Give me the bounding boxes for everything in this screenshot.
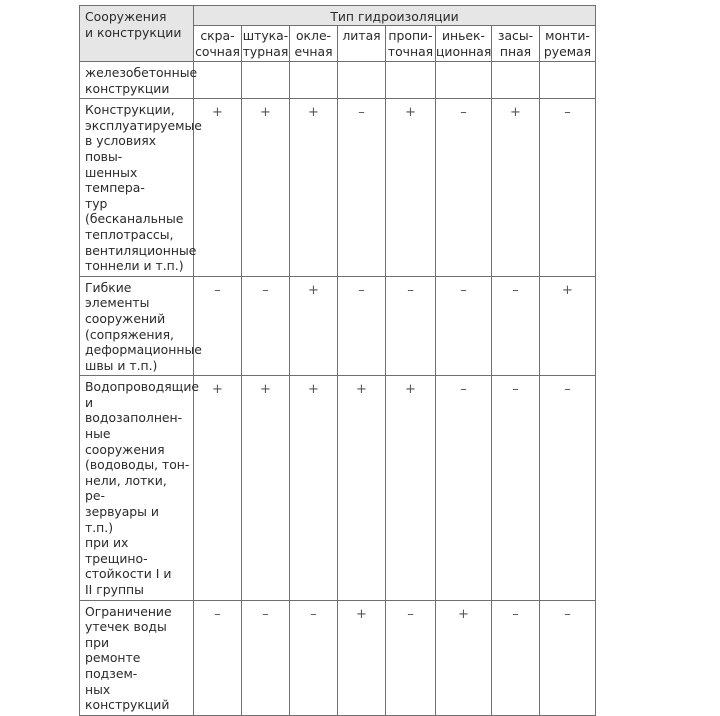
table-row [80, 276, 596, 376]
column-header: пропи- точная [386, 26, 436, 62]
column-header: штука- турная [242, 26, 290, 62]
mark-cell: – [242, 276, 290, 376]
column-header: литая [338, 26, 386, 62]
mark-cell: + [386, 99, 436, 277]
mark-cell: + [290, 376, 338, 600]
mark-cell [540, 62, 596, 99]
mark-cell: + [436, 600, 492, 715]
mark-cell: + [242, 99, 290, 277]
mark-cell: + [194, 99, 242, 277]
mark-cell [338, 62, 386, 99]
mark-cell [386, 62, 436, 99]
table-row [80, 99, 596, 277]
mark-cell: – [386, 600, 436, 715]
table-row [80, 62, 596, 99]
row-label: Гибкие элементы сооружений (сопряжения, деформационные швы и т.п.) [80, 276, 194, 376]
mark-cell: + [242, 376, 290, 600]
mark-cell: + [194, 376, 242, 600]
mark-cell: – [540, 600, 596, 715]
row-label: Конструкции, эксплуатируемые в условиях повы- шенных темпера- тур (бесканальные теплотрассы, вентиляционные тоннели и т.п.) [80, 99, 194, 277]
mark-cell [194, 62, 242, 99]
mark-cell: – [436, 276, 492, 376]
mark-cell: + [338, 376, 386, 600]
mark-cell: + [290, 99, 338, 277]
table-row [80, 600, 596, 715]
mark-cell: – [386, 276, 436, 376]
mark-cell: – [492, 276, 540, 376]
mark-cell: – [436, 99, 492, 277]
mark-cell: – [492, 376, 540, 600]
column-header: окле- ечная [290, 26, 338, 62]
mark-cell: + [386, 376, 436, 600]
mark-cell: + [338, 600, 386, 715]
mark-cell [492, 62, 540, 99]
column-header: монти- руемая [540, 26, 596, 62]
row-label: Ограничение утечек воды при ремонте подзем- ных конструкций [80, 600, 194, 715]
group-header-cell: Тип гидроизоляции [194, 6, 596, 26]
mark-cell: + [540, 276, 596, 376]
mark-cell: – [436, 376, 492, 600]
mark-cell: – [540, 99, 596, 277]
column-header: иньек- ционная [436, 26, 492, 62]
table-row [80, 376, 596, 600]
mark-cell: – [194, 276, 242, 376]
mark-cell: + [492, 99, 540, 277]
header-row-1 [80, 6, 596, 26]
waterproofing-table [79, 5, 596, 716]
row-label: железобетонные конструкции [80, 62, 194, 99]
row-label: Водопроводящие и водозаполнен- ные сооружения (водоводы, тон- нели, лотки, ре- зервуары и т.п.) при их трещино- стойкости I и II группы [80, 376, 194, 600]
mark-cell: – [290, 600, 338, 715]
mark-cell: + [290, 276, 338, 376]
mark-cell [436, 62, 492, 99]
mark-cell [290, 62, 338, 99]
column-header: засы- пная [492, 26, 540, 62]
row-header-cell: Сооружения и конструкции [80, 6, 194, 62]
mark-cell: – [242, 600, 290, 715]
mark-cell: – [492, 600, 540, 715]
mark-cell: – [194, 600, 242, 715]
mark-cell: – [338, 276, 386, 376]
mark-cell [242, 62, 290, 99]
mark-cell: – [540, 376, 596, 600]
column-header: скра- сочная [194, 26, 242, 62]
mark-cell: – [338, 99, 386, 277]
